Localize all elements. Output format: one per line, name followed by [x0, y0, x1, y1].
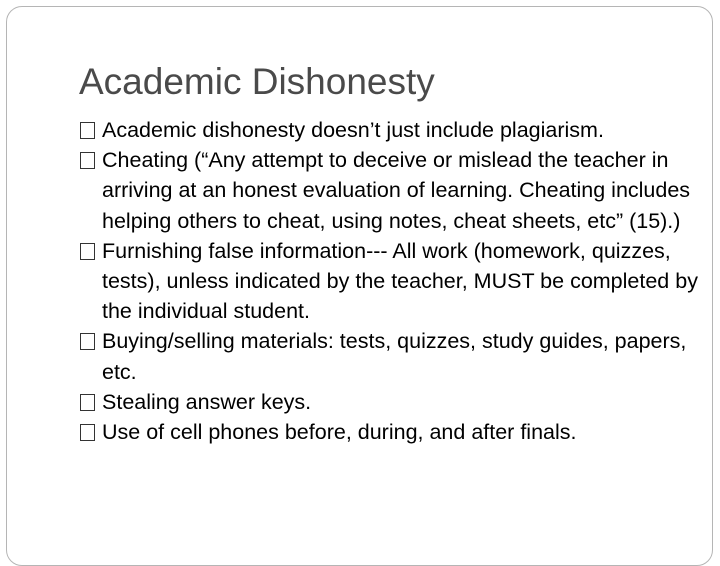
- missing-glyph-box-icon: [80, 333, 95, 350]
- bullet-item: [80, 115, 700, 145]
- bullet-item: [80, 417, 700, 447]
- bullet-text: Furnishing false information--- All work (homework, quizzes, tests), unless indicated by the teacher, MUST be completed by the individual student.: [102, 238, 698, 324]
- bullet-text: Buying/selling materials: tests, quizzes, study guides, papers, etc.: [102, 329, 687, 384]
- bullet-item: [80, 387, 700, 417]
- missing-glyph-box-icon: [80, 243, 95, 260]
- bullet-text: Academic dishonesty doesn’t just include plagiarism.: [102, 118, 604, 142]
- bullet-list: [80, 115, 700, 447]
- bullet-item: [80, 236, 700, 327]
- bullet-text: Use of cell phones before, during, and after finals.: [102, 420, 577, 445]
- bullet-item: [80, 145, 700, 236]
- slide-title: Academic Dishonesty: [79, 61, 435, 102]
- missing-glyph-box-icon: [80, 152, 95, 169]
- missing-glyph-box-icon: [80, 424, 95, 441]
- missing-glyph-box-icon: [80, 122, 95, 139]
- missing-glyph-box-icon: [80, 394, 95, 411]
- bullet-text: Stealing answer keys.: [102, 389, 312, 414]
- bullet-text: Cheating (“Any attempt to deceive or mislead the teacher in arriving at an honest evaluation of learning. Cheating includes helping others to cheat, using notes, cheat sheets, etc” (15).): [102, 148, 691, 233]
- bullet-item: [80, 326, 700, 386]
